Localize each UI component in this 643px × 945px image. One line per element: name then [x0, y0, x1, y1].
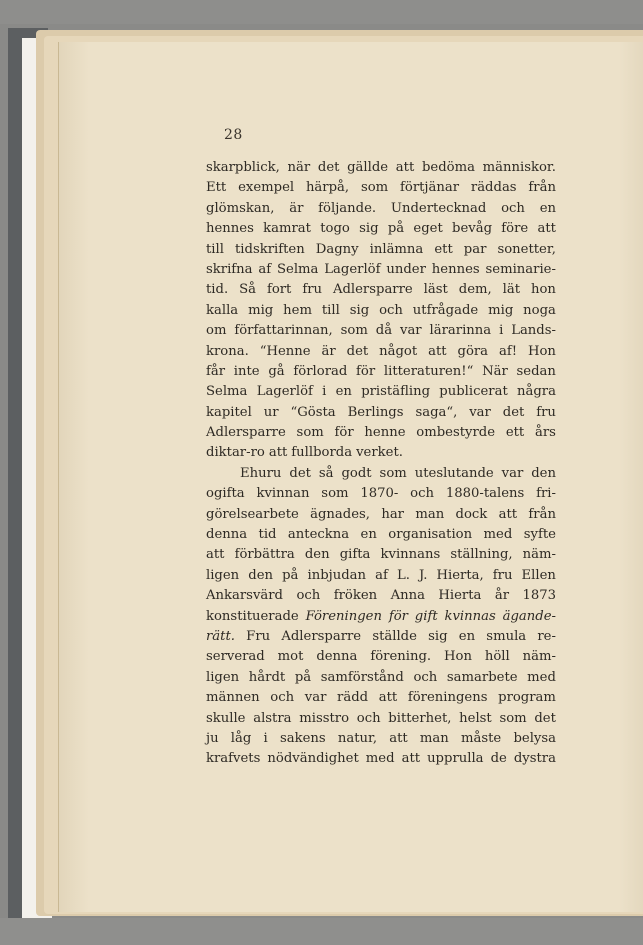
word: det [502, 404, 525, 420]
word: människor. [482, 160, 556, 175]
word: höll [484, 649, 510, 665]
word: af [375, 567, 388, 583]
word: sig [359, 221, 379, 237]
text-line [206, 342, 556, 362]
word: Lagerlöf [324, 261, 381, 277]
word: som [340, 323, 368, 339]
word: gift [414, 608, 438, 624]
word: ställning, [450, 547, 513, 563]
word: ett [434, 241, 453, 257]
word: eget [413, 221, 443, 237]
word: litteraturen!“ [383, 363, 474, 379]
word: förtjänar [400, 180, 460, 196]
word: tid [258, 527, 277, 543]
body-text [206, 158, 556, 770]
word: organisation [388, 527, 473, 543]
word: fort [266, 282, 292, 298]
word: ogifta [206, 486, 245, 502]
word: Hon [444, 649, 472, 665]
word: de [490, 751, 507, 767]
word: med [527, 669, 556, 685]
word: hem [283, 302, 312, 318]
word: utfrågade [412, 302, 479, 318]
text-line [206, 607, 556, 627]
word: skarpblick, [206, 160, 280, 175]
word: Fru [246, 628, 271, 644]
word: anteckna [287, 527, 350, 543]
word: att [537, 221, 556, 237]
word: en [539, 200, 556, 216]
text-line [206, 362, 556, 382]
word: sig [349, 302, 370, 318]
word: i [322, 384, 327, 400]
word: Undertecknad [390, 200, 487, 216]
text-line [206, 403, 556, 423]
text-line [206, 301, 556, 321]
word: mot [277, 649, 304, 665]
word: mig [248, 302, 274, 318]
word: är [321, 343, 336, 359]
word: Ett [206, 180, 227, 196]
word: Föreningen [305, 608, 382, 624]
text-line [206, 525, 556, 545]
word: och [501, 200, 525, 216]
word: och [356, 710, 381, 726]
word: inte [233, 363, 260, 379]
word: exempel [238, 180, 295, 196]
word: läst [423, 282, 448, 298]
word: mig [488, 302, 514, 318]
word: hårdt [248, 669, 286, 685]
word: det [289, 465, 311, 481]
word: som [379, 465, 407, 481]
word: och [379, 302, 403, 318]
text-line [206, 566, 556, 586]
text-line [206, 280, 556, 300]
word: den [304, 547, 330, 563]
word: är [289, 200, 304, 216]
word: tid. [206, 282, 229, 298]
word: togo [320, 221, 350, 237]
text-line [206, 729, 556, 749]
word: Adlersparre [206, 425, 286, 441]
word: något [379, 343, 418, 359]
word: Ehuru [240, 465, 282, 481]
text-line [206, 627, 556, 647]
word: författarinnan, [234, 323, 333, 339]
word: så [318, 465, 334, 481]
word: Ellen [521, 567, 556, 583]
word: hon [530, 282, 556, 298]
word: diktar-ro [206, 445, 265, 461]
word: Adlersparre [332, 282, 413, 298]
word: godt [341, 465, 372, 481]
word: man [415, 506, 445, 522]
word: belysa [513, 730, 556, 746]
text-line [206, 178, 556, 198]
word: bitterhet, [388, 710, 452, 726]
word: fullborda [291, 445, 353, 461]
word: på [282, 567, 299, 583]
word: Selma [277, 261, 319, 277]
word: “Henne [259, 343, 311, 359]
word: och [413, 669, 438, 685]
word: görelsearbete [206, 506, 299, 522]
word: sig [428, 628, 448, 644]
word: det [534, 710, 556, 726]
word: hennes [431, 261, 480, 277]
word: seminarie- [485, 261, 556, 277]
word: uteslutande [414, 465, 494, 481]
text-line [206, 749, 556, 769]
word: 1870- [360, 486, 399, 502]
word: en [458, 628, 476, 644]
word: med [483, 527, 513, 543]
word: Lands- [511, 323, 556, 339]
word: i [263, 730, 268, 746]
word: gällde [347, 160, 389, 175]
word: gifta [339, 547, 371, 563]
word: När [482, 363, 508, 379]
word: helst [459, 710, 492, 726]
word: inbjudan [307, 567, 367, 583]
word: räddas [470, 180, 517, 196]
word: J. [418, 567, 428, 583]
word: ombestyrde [416, 425, 496, 441]
text-line [206, 484, 556, 504]
word: ligen [206, 669, 240, 685]
word: Hierta, [436, 567, 484, 583]
word: för [356, 363, 376, 379]
word: när [287, 160, 311, 175]
word: Anna [390, 588, 425, 604]
word: konstituerade [206, 608, 299, 624]
word: som [321, 486, 349, 502]
text-line [206, 382, 556, 402]
word: glömskan, [206, 200, 275, 216]
word: ägande- [502, 608, 556, 624]
word: 1873 [522, 588, 556, 604]
word: rädd [337, 690, 369, 706]
word: denna [316, 649, 358, 665]
word: då [375, 323, 393, 339]
text-line [206, 321, 556, 341]
word: kvinnas [444, 608, 496, 624]
word: man [419, 730, 449, 746]
word: det [317, 160, 340, 175]
word: krafvets [206, 751, 261, 767]
word: krona. [206, 343, 249, 359]
word: rätt. [206, 628, 235, 644]
text-line [206, 545, 556, 565]
word: bevåg [452, 221, 493, 237]
word: den [248, 567, 274, 583]
word: sakens [279, 730, 326, 746]
word: att [378, 690, 398, 706]
word: saga“, [415, 404, 458, 420]
word: fru [536, 404, 556, 420]
word: verket. [356, 445, 403, 461]
word: samförstånd [320, 669, 404, 685]
word: förening. [370, 649, 432, 665]
word: ställde [372, 628, 417, 644]
word: med [365, 751, 395, 767]
word: att [389, 730, 408, 746]
word: syfte [523, 527, 556, 543]
word: lät [502, 282, 521, 298]
word: pristäfling [361, 384, 431, 400]
word: gå [268, 363, 285, 379]
word: att [268, 445, 288, 461]
text-line [206, 260, 556, 280]
text-line [206, 586, 556, 606]
word: göra [457, 343, 489, 359]
word: om [206, 323, 227, 339]
word: på [294, 669, 312, 685]
scan-background-bottom [0, 918, 643, 945]
word: från [528, 180, 556, 196]
word: Berlings [347, 404, 404, 420]
word: skulle [206, 710, 246, 726]
word: af! [499, 343, 518, 359]
word: den [531, 465, 556, 481]
word: och [296, 588, 321, 604]
word: 1880-talens [445, 486, 525, 502]
word: bedöma [421, 160, 475, 175]
word: några [517, 384, 556, 400]
word: tidskriften [235, 241, 305, 257]
word: dystra [513, 751, 556, 767]
text-line [206, 158, 556, 178]
word: var [469, 404, 491, 420]
word: år [494, 588, 509, 604]
word: sedan [516, 363, 556, 379]
word: lärarinna [429, 323, 492, 339]
word: och [270, 690, 295, 706]
word: det [346, 343, 369, 359]
word: hennes [206, 221, 254, 237]
text-line [206, 647, 556, 667]
word: re- [537, 628, 556, 644]
word: ur [263, 404, 279, 420]
word: får [206, 363, 226, 379]
word: under [386, 261, 426, 277]
word: Ankarsvärd [206, 588, 284, 604]
text-line [206, 505, 556, 525]
word: ägnades, [310, 506, 370, 522]
word: denna [206, 527, 248, 543]
word: publicerat [439, 384, 508, 400]
word: på [387, 221, 405, 237]
word: före [501, 221, 529, 237]
word: männen [206, 690, 260, 706]
word: Hierta [438, 588, 482, 604]
text-line [206, 240, 556, 260]
word: samarbete [446, 669, 518, 685]
word: förlorad [293, 363, 348, 379]
word: till [321, 302, 340, 318]
word: af [258, 261, 272, 277]
word: fröken [333, 588, 378, 604]
word: program [498, 690, 556, 706]
scan-background-top [0, 0, 643, 24]
word: kapitel [206, 404, 252, 420]
word: Dagny [315, 241, 359, 257]
word: fru [492, 567, 513, 583]
word: dock [455, 506, 488, 522]
word: följande. [318, 200, 377, 216]
text-line [206, 668, 556, 688]
word: som [360, 180, 389, 196]
word: låg [230, 730, 252, 746]
word: härpå, [305, 180, 350, 196]
word: misstro [299, 710, 350, 726]
word: kvinnans [380, 547, 441, 563]
word: fru [302, 282, 322, 298]
word: kalla [206, 302, 239, 318]
word: henne [364, 425, 406, 441]
word: att [395, 160, 415, 175]
word: måste [461, 730, 502, 746]
word: Adlersparre [281, 628, 362, 644]
word: års [534, 425, 556, 441]
word: natur, [337, 730, 378, 746]
word: alstra [253, 710, 292, 726]
text-line [206, 688, 556, 708]
word: var [304, 690, 327, 706]
word: till [206, 241, 224, 257]
word: i [499, 323, 504, 339]
word: för [388, 608, 408, 624]
text-line [206, 423, 556, 443]
word: fri- [536, 486, 556, 502]
word: att [428, 343, 447, 359]
word: som [499, 710, 527, 726]
word: var [400, 323, 422, 339]
word: sonetter, [497, 241, 556, 257]
text-line [206, 199, 556, 219]
word: dem, [458, 282, 492, 298]
word: har [381, 506, 404, 522]
word: upprulla [427, 751, 484, 767]
word: noga [523, 302, 556, 318]
word: ligen [206, 567, 240, 583]
word: Så [239, 282, 256, 298]
word: som [296, 425, 324, 441]
word: en [335, 384, 352, 400]
word: förbättra [234, 547, 295, 563]
word: att [206, 547, 225, 563]
word: näm- [522, 649, 556, 665]
text-line [206, 443, 556, 463]
text-line [206, 219, 556, 239]
word: serverad [206, 649, 265, 665]
word: par [463, 241, 487, 257]
word: näm- [522, 547, 556, 563]
word: inlämna [369, 241, 424, 257]
word: kamrat [263, 221, 311, 237]
word: smula [486, 628, 527, 644]
word: Hon [527, 343, 556, 359]
word: att [498, 506, 518, 522]
word: och [410, 486, 434, 502]
word: skrifna [206, 261, 253, 277]
word: för [334, 425, 354, 441]
page-number: 28 [224, 127, 243, 143]
word: ju [206, 730, 219, 746]
word: ett [505, 425, 525, 441]
text-line [206, 709, 556, 729]
word: kvinnan [256, 486, 310, 502]
word: nödvändighet [267, 751, 359, 767]
word: från [528, 506, 556, 522]
word: att [401, 751, 421, 767]
text-line [206, 464, 556, 484]
word: var [501, 465, 524, 481]
word: Selma [206, 384, 248, 400]
word: L. [396, 567, 410, 583]
word: “Gösta [290, 404, 336, 420]
word: en [360, 527, 377, 543]
word: Lagerlöf [256, 384, 313, 400]
word: föreningens [407, 690, 488, 706]
